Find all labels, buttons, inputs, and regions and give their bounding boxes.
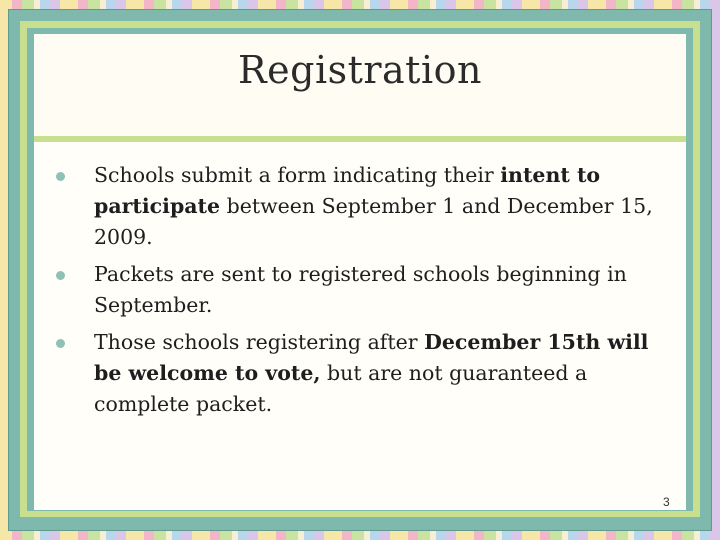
bullet-1-text-a: Schools submit a form indicating their <box>94 163 501 187</box>
bullet-item-1 <box>52 160 682 253</box>
bullet-2-text: Packets are sent to registered schools beginning in September. <box>94 262 627 317</box>
bullet-dot-icon <box>56 271 65 280</box>
page-number: 3 <box>663 495 670 509</box>
bullet-3-text-a: Those schools registering after <box>94 330 425 354</box>
bullet-3-text-c: but are not guaranteed a complete packet. <box>94 361 588 416</box>
bullet-3-text-b: December 15th will be welcome to vote, <box>94 330 649 385</box>
slide-title: Registration <box>238 48 482 92</box>
bullet-list <box>52 160 682 426</box>
bullet-item-3 <box>52 327 682 420</box>
bullet-1-text-b: intent to participate <box>94 163 601 218</box>
bullet-1-text-c: between September 1 and December 15, 2009. <box>94 194 653 249</box>
bullet-dot-icon <box>56 172 65 181</box>
bullet-item-2 <box>52 259 682 321</box>
bullet-dot-icon <box>56 339 65 348</box>
